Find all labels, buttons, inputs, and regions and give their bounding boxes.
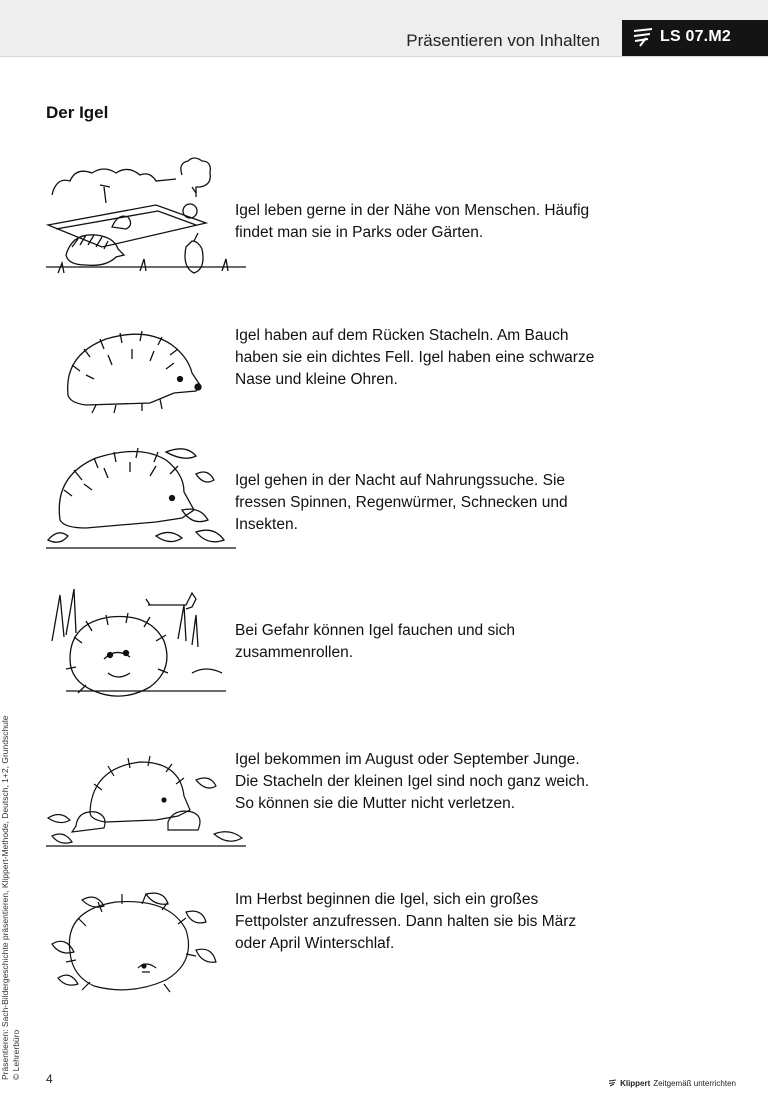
lesson-code: LS 07.M2: [660, 28, 731, 45]
copyright-note: [0, 700, 22, 1080]
hedgehog-in-park-icon: [46, 150, 246, 290]
entry-text: Igel bekommen im August oder September Junge. Die Stacheln der kleinen Igel sind noch ganz weich. So können sie die Mutter nicht verletzen.: [235, 751, 590, 812]
entry-text: Im Herbst beginnen die Igel, sich ein großes Fettpolster anzufressen. Dann halten sie bis März oder April Winterschlaf.: [235, 891, 577, 952]
klippert-logo-icon: [632, 28, 654, 48]
page-title: Der Igel: [46, 103, 109, 122]
brand-tagline: Zeitgemäß unterrichten: [653, 1079, 736, 1088]
klippert-footer-icon: [608, 1080, 617, 1088]
hedgehog-with-young-icon: [46, 735, 246, 875]
hedgehog-foraging-icon: [46, 430, 246, 570]
code-badge: [622, 20, 768, 56]
footer-brand: [608, 1079, 736, 1088]
hedgehog-rolled-up-icon: [46, 575, 246, 715]
copyright-line-2: © Lehrerbüro: [11, 1029, 21, 1080]
entry-text: Bei Gefahr können Igel fauchen und sich zusammenrollen.: [235, 622, 516, 661]
copyright-line-1: Präsentieren: Sach-Bildergeschichte präsentieren, Klippert-Methode, Deutsch, 1+2, Grundschule: [0, 715, 10, 1080]
header-bar: [0, 0, 768, 57]
entry-text: Igel gehen in der Nacht auf Nahrungssuche. Sie fressen Spinnen, Regenwürmer, Schnecken und Insekten.: [235, 472, 568, 533]
entry-text: Igel leben gerne in der Nähe von Menschen. Häufig findet man sie in Parks oder Gärten.: [235, 202, 590, 241]
hedgehog-profile-icon: [46, 310, 246, 450]
header-title: Präsentieren von Inhalten: [406, 31, 600, 50]
page-number: 4: [46, 1072, 53, 1086]
entry-text: Igel haben auf dem Rücken Stacheln. Am Bauch haben sie ein dichtes Fell. Igel haben eine schwarze Nase und kleine Ohren.: [235, 327, 595, 388]
brand-name: Klippert: [620, 1079, 651, 1088]
hedgehog-hibernating-icon: [46, 875, 246, 1015]
